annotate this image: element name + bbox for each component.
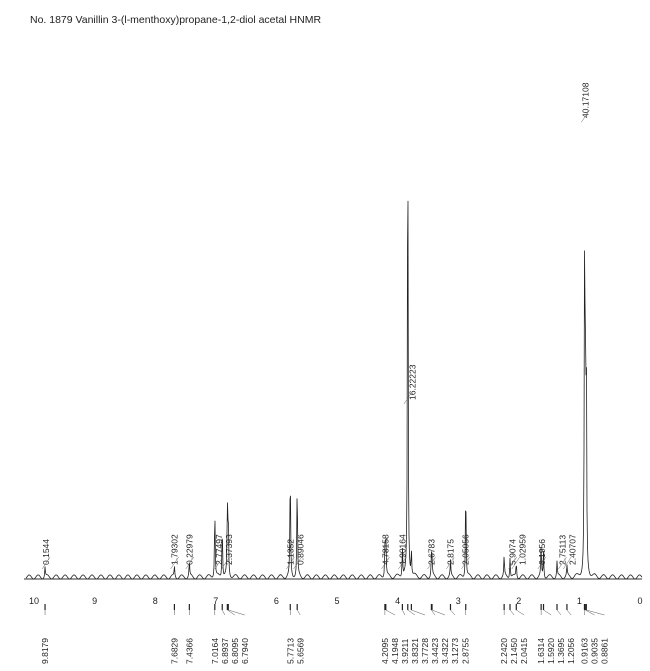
peak-label: 1.5920 [546,638,557,664]
peak-label: 4.1948 [389,638,400,664]
peak-label-leader [567,610,571,615]
integral-label: 0.22979 [184,534,195,565]
peak-label: 4.2095 [379,638,390,664]
peak-label: 1.6314 [536,638,547,664]
peak-label: 0.9035 [589,638,600,664]
integral-label: 1.90164 [397,534,408,565]
x-tick-label: 3 [455,596,461,606]
peak-label: 7.6829 [169,638,180,664]
peak-label-leader [432,610,445,615]
x-tick-label: 8 [152,596,158,606]
peak-label: 6.8937 [219,638,230,664]
peak-label-leader [544,610,552,615]
integral-label: 40.17108 [580,82,591,118]
peak-label: 3.4322 [439,638,450,664]
integral-label: 2.75113 [557,534,568,565]
x-tick-label: 9 [92,596,98,606]
integral-label: 6.1956 [536,539,547,565]
integral-label: 1.79302 [169,534,180,565]
integral-label: 1.1352 [285,539,296,565]
integral-label: 0.1544 [41,539,52,565]
peak-label: 6.7940 [239,638,250,664]
peak-label-leader [516,610,524,615]
x-tick-label: 4 [395,596,401,606]
integral-label: 2.37393 [223,534,234,565]
peak-label: 3.4423 [429,638,440,664]
peak-label-leader [510,610,514,615]
x-tick-label: 10 [28,596,40,606]
peak-label: 2.8755 [460,638,471,664]
peak-label: 1.3695 [556,638,567,664]
peak-label: 2.0415 [519,638,530,664]
peak-label: 7.0164 [209,638,220,664]
x-tick-label: 7 [213,596,219,606]
peak-label-leader [411,610,425,615]
integral-label: 0.89046 [295,534,306,565]
x-tick-label: 2 [516,596,522,606]
peak-label-leader [450,610,454,615]
peak-label: 3.9211 [399,638,410,664]
peak-label: 3.8321 [409,638,420,664]
integral-label: 2.6783 [426,539,437,565]
spectrum-trace [26,201,642,579]
peak-label-leader [586,610,604,615]
peak-label: 3.7728 [419,638,430,664]
peak-label: 2.2420 [499,638,510,664]
peak-label-leader [386,610,395,615]
x-tick-label: 5 [334,596,340,606]
integral-label: 5.9074 [507,539,518,565]
integral-label: 1.02959 [517,534,528,565]
x-tick-label: 6 [273,596,279,606]
integral-label: 16.22223 [407,364,418,400]
integral-label: 2.8175 [445,539,456,565]
peak-label-leader [222,610,225,615]
peak-label: 7.4366 [184,638,195,664]
chart-title: No. 1879 Vanillin 3-(l-menthoxy)propane-1,2-diol acetal HNMR [30,14,322,26]
peak-label: 5.7713 [285,638,296,664]
integral-label: 2.77497 [213,534,224,565]
peak-label: 6.8095 [229,638,240,664]
peak-label-leader [557,610,561,615]
x-tick-label: 0 [637,596,643,606]
peak-label: 5.6569 [295,638,306,664]
integral-label: 2.05056 [460,534,471,565]
integral-label: 4.78158 [380,534,391,565]
peak-label: 1.2056 [566,638,577,664]
peak-label: 0.8861 [599,638,610,664]
peak-label-leader [297,610,300,615]
peak-label: 9.8179 [40,638,51,664]
peak-label: 3.1273 [449,638,460,664]
peak-label: 0.9163 [579,638,590,664]
x-tick-label: 1 [576,596,582,606]
peak-label: 2.1450 [509,638,520,664]
integral-label: 2.40707 [567,534,578,565]
peak-label-leader [402,610,405,615]
